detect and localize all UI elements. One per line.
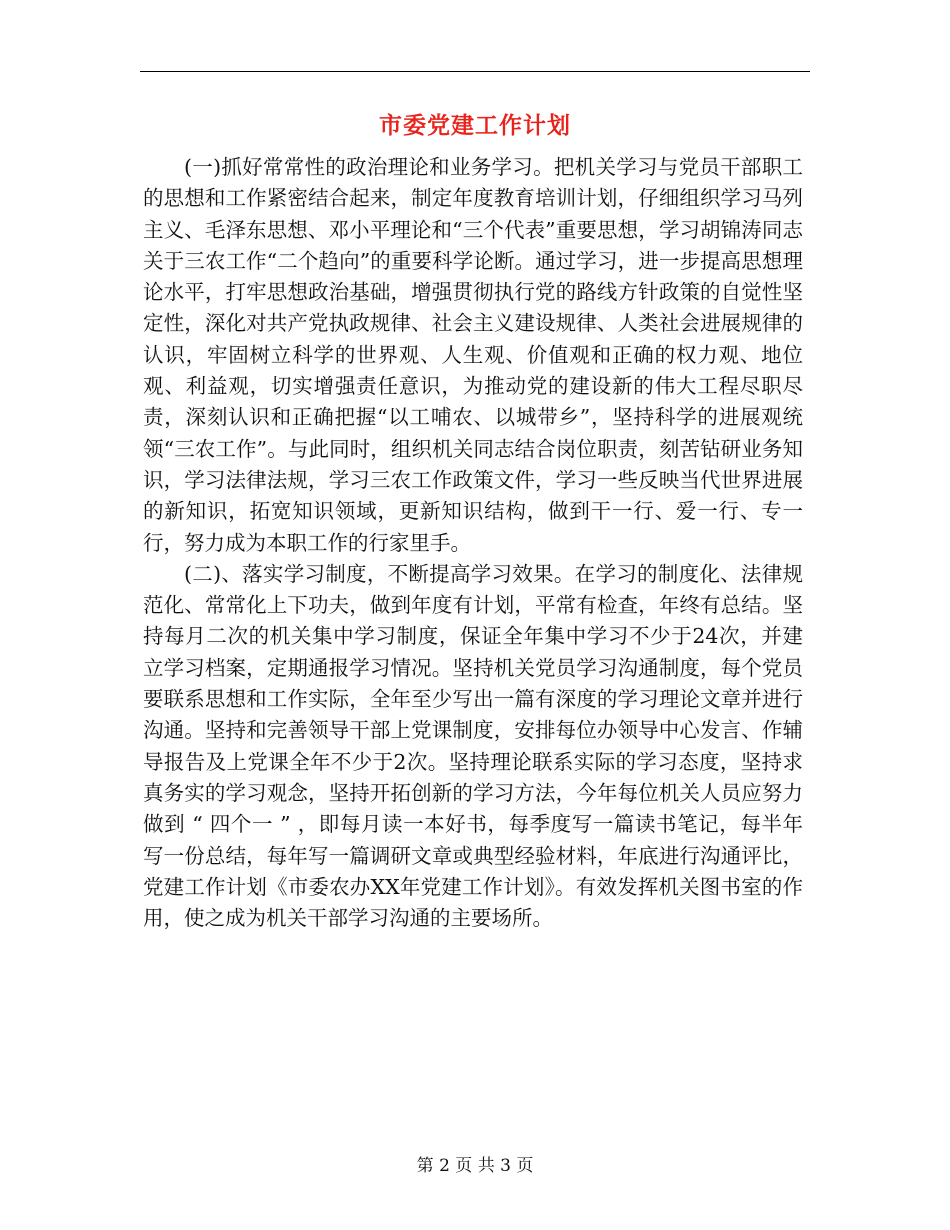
paragraph-1: (一)抓好常常性的政治理论和业务学习。把机关学习与党员干部职工的思想和工作紧密结合起来，制定年度教育培训计划，仔细组织学习马列主义、毛泽东思想、邓小平理论和“三个代表”重要思想，学习胡锦涛同志关于三农工作“二个趋向”的重要科学论断。通过学习，进一步提高思想理论水平，打牢思想政治基础，增强贯彻执行党的路线方针政策的自觉性坚定性，深化对共产党执政规律、社会主义建设规律、人类社会进展规律的认识，牢固树立科学的世界观、人生观、价值观和正确的权力观、地位观、利益观，切实增强责任意识，为推动党的建设新的伟大工程尽职尽责，深刻认识和正确把握“以工哺农、以城带乡”，坚持科学的进展观统领“三农工作”。与此同时，组织机关同志结合岗位职责，刻苦钻研业务知识，学习法律法规，学习三农工作政策文件，学习一些反映当代世界进展的新知识，拓宽知识领域，更新知识结构，做到干一行、爱一行、专一行，努力成为本职工作的行家里手。 [143,155,803,555]
header-rule [140,71,810,72]
document-title: 市委党建工作计划 [379,112,571,139]
page-number: 第 2 页 共 3 页 [416,1156,534,1176]
paragraph-2: (二)、落实学习制度，不断提高学习效果。在学习的制度化、法律规范化、常常化上下功夫，做到年度有计划，平常有检查，年终有总结。坚持每月二次的机关集中学习制度，保证全年集中学习不少于24次，并建立学习档案，定期通报学习情况。坚持机关党员学习沟通制度，每个党员要联系思想和工作实际，全年至少写出一篇有深度的学习理论文章并进行沟通。坚持和完善领导干部上党课制度，安排每位办领导中心发言、作辅导报告及上党课全年不少于2次。坚持理论联系实际的学习态度，坚持求真务实的学习观念，坚持开拓创新的学习方法，今年每位机关人员应努力做到 “ 四个一 ” ，即每月读一本好书，每季度写一篇读书笔记，每半年写一份总结，每年写一篇调研文章或典型经验材料，年底进行沟通评比，党建工作计划《市委农办XX年党建工作计划》。有效发挥机关图书室的作用，使之成为机关干部学习沟通的主要场所。 [143,561,803,931]
page-footer [0,1154,950,1178]
document-body [143,152,803,934]
